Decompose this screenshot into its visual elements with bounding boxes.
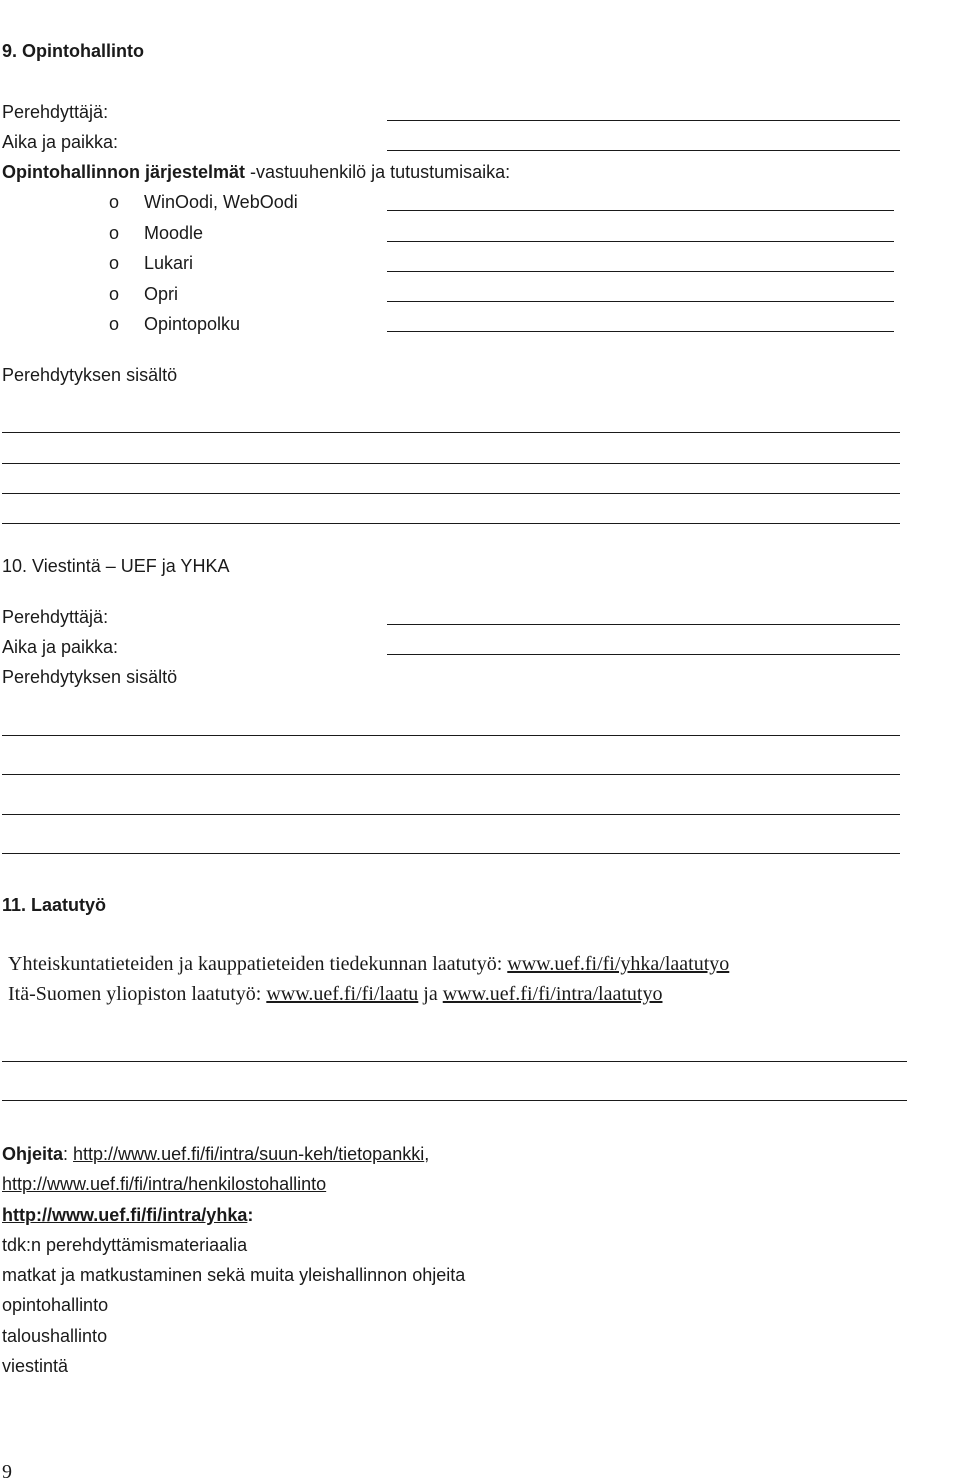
system-item: WinOodi, WebOodi — [144, 192, 298, 212]
ohjeita-item: opintohallinto — [2, 1295, 109, 1315]
system-item-line[interactable] — [387, 241, 894, 242]
s10-perehdyttaja-label: Perehdyttäjä: — [2, 607, 109, 627]
ohjeita-item: viestintä — [2, 1356, 69, 1376]
s11-line2-text: Itä-Suomen yliopiston laatutyö: — [8, 983, 267, 1005]
system-item-line[interactable] — [387, 301, 894, 302]
page-number: 9 — [2, 1461, 12, 1483]
s11-line2 — [8, 982, 662, 1006]
bullet-icon: o — [109, 253, 120, 273]
s10-aika-label: Aika ja paikka: — [2, 637, 119, 657]
s10-content-line[interactable] — [2, 735, 900, 736]
s11-line2-mid: ja — [418, 983, 443, 1005]
s9-systems-rest: -vastuuhenkilö ja tutustumisaika: — [245, 162, 511, 182]
system-item: Moodle — [144, 223, 204, 243]
s9-aika-label: Aika ja paikka: — [2, 132, 119, 152]
s11-line1-text: Yhteiskuntatieteiden ja kauppatieteiden tiedekunnan laatutyö: — [8, 953, 508, 975]
s9-content-line[interactable] — [2, 523, 900, 524]
link-intra-yhka[interactable]: http://www.uef.fi/fi/intra/yhka — [2, 1205, 248, 1225]
s9-content-line[interactable] — [2, 432, 900, 433]
section-9-heading: 9. Opintohallinto — [2, 41, 144, 61]
bullet-icon: o — [109, 192, 120, 212]
bullet-icon: o — [109, 314, 120, 334]
ohjeita-yhka-colon: : — [247, 1205, 254, 1225]
s9-content-label: Perehdytyksen sisältö — [2, 365, 178, 385]
s10-aika-line[interactable] — [387, 654, 900, 655]
link-henkilostohallinto[interactable]: http://www.uef.fi/fi/intra/henkilostohallinto — [2, 1174, 327, 1194]
ohjeita-comma: , — [424, 1144, 430, 1164]
s11-line1 — [8, 952, 729, 976]
ohjeita-item: taloushallinto — [2, 1326, 108, 1346]
system-item: Opintopolku — [144, 314, 241, 334]
bullet-icon: o — [109, 284, 120, 304]
link-laatu[interactable]: www.uef.fi/fi/laatu — [266, 983, 419, 1005]
ohjeita-item: tdk:n perehdyttämismateriaalia — [2, 1235, 248, 1255]
system-item-line[interactable] — [387, 271, 894, 272]
s9-aika-line[interactable] — [387, 150, 900, 151]
s9-systems-label — [2, 161, 510, 183]
s10-content-line[interactable] — [2, 774, 900, 775]
bullet-icon: o — [109, 223, 120, 243]
system-item-line[interactable] — [387, 331, 894, 332]
link-yhka-laatutyo[interactable]: www.uef.fi/fi/yhka/laatutyo — [507, 953, 730, 975]
s10-content-line[interactable] — [2, 814, 900, 815]
section-11-heading: 11. Laatutyö — [2, 895, 107, 915]
s11-notes-line[interactable] — [2, 1061, 907, 1062]
s10-content-label: Perehdytyksen sisältö — [2, 667, 178, 687]
section-10-heading: 10. Viestintä – UEF ja YHKA — [2, 556, 230, 576]
system-item-line[interactable] — [387, 210, 894, 211]
s9-content-line[interactable] — [2, 463, 900, 464]
s10-perehdyttaja-line[interactable] — [387, 624, 900, 625]
ohjeita-yhka-line — [2, 1204, 253, 1226]
system-item: Lukari — [144, 253, 194, 273]
s11-notes-line[interactable] — [2, 1100, 907, 1101]
ohjeita-label: Ohjeita — [2, 1144, 64, 1164]
link-tietopankki[interactable]: http://www.uef.fi/fi/intra/suun-keh/tietopankki — [73, 1144, 425, 1164]
s9-systems-bold: Opintohallinnon järjestelmät — [2, 162, 246, 182]
s9-perehdyttaja-line[interactable] — [387, 120, 900, 121]
ohjeita-item: matkat ja matkustaminen sekä muita yleishallinnon ohjeita — [2, 1265, 466, 1285]
s10-content-line[interactable] — [2, 853, 900, 854]
s9-perehdyttaja-label: Perehdyttäjä: — [2, 102, 109, 122]
s9-content-line[interactable] — [2, 493, 900, 494]
system-item: Opri — [144, 284, 179, 304]
ohjeita-colon: : — [63, 1144, 74, 1164]
ohjeita-line — [2, 1143, 429, 1165]
link-intra-laatutyo[interactable]: www.uef.fi/fi/intra/laatutyo — [442, 983, 663, 1005]
